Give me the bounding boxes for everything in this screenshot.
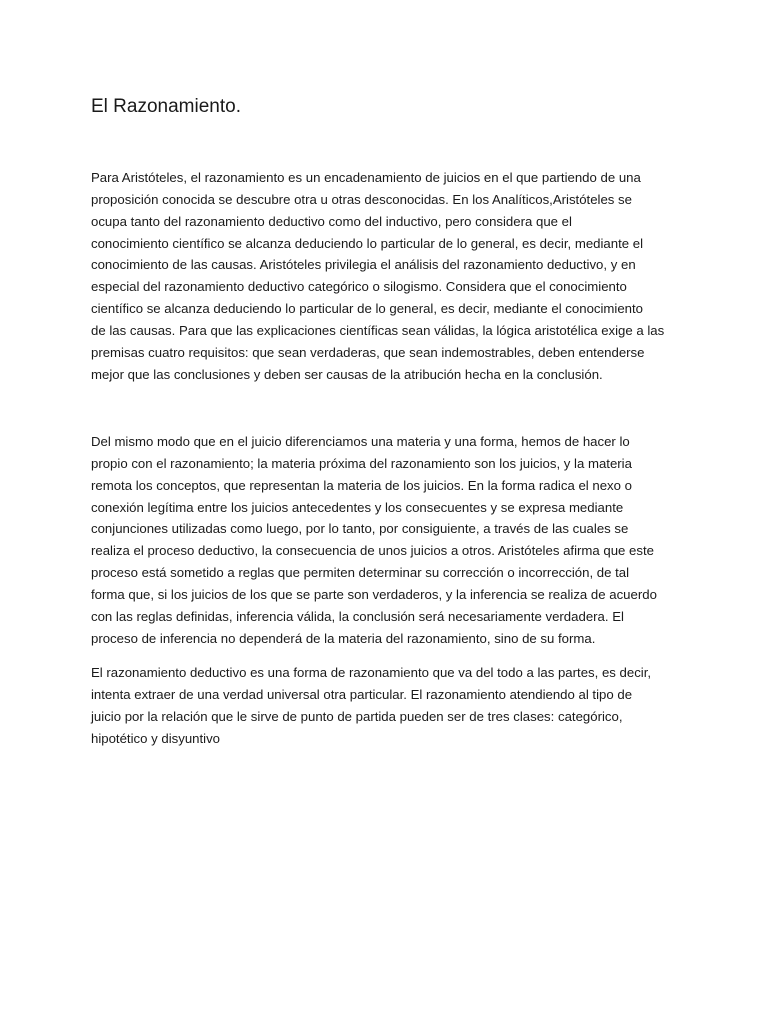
paragraph-line: hipotético y disyuntivo <box>91 730 221 746</box>
paragraph-line: ocupa tanto del razonamiento deductivo como del inductivo, pero considera que el <box>91 213 572 229</box>
paragraph-line: forma que, si los juicios de los que se parte son verdaderos, y la inferencia se realiza de acuerdo <box>91 586 657 602</box>
paragraph-line: conocimiento de las causas. Aristóteles privilegia el análisis del razonamiento deductivo, y en <box>91 257 636 273</box>
paragraph-line: proceso está sometido a reglas que permiten determinar su corrección o incorrección, de tal <box>91 565 630 581</box>
paragraph-line: de las causas. Para que las explicaciones científicas sean válidas, la lógica aristotélica exige a las <box>91 322 665 338</box>
paragraph-line: Para Aristóteles, el razonamiento es un encadenamiento de juicios en el que partiendo de una <box>91 170 641 185</box>
paragraph-line: remota los conceptos, que representan la materia de los juicios. En la forma radica el nexo o <box>91 477 632 493</box>
paragraph-line: propio con el razonamiento; la materia próxima del razonamiento son los juicios, y la materia <box>91 455 632 471</box>
paragraph-line: Del mismo modo que en el juicio diferenciamos una materia y una forma, hemos de hacer lo <box>91 434 630 449</box>
paragraph-line: El razonamiento deductivo es una forma de razonamiento que va del todo a las partes, es decir, <box>91 665 652 680</box>
paragraph-line: conjunciones utilizadas como luego, por lo tanto, por consiguiente, a través de las cuales se <box>91 521 629 537</box>
paragraph-line: intenta extraer de una verdad universal otra particular. El razonamiento atendiendo al tipo de <box>91 686 633 702</box>
document-title: El Razonamiento. <box>91 96 241 117</box>
paragraph-line: conexión legítima entre los juicios antecedentes y los consecuentes y se expresa mediante <box>91 499 624 515</box>
paragraph-line: especial del razonamiento deductivo categórico o silogismo. Considera que el conocimiento <box>91 279 627 295</box>
paragraph-line: juicio por la relación que le sirve de punto de partida pueden ser de tres clases: categórico, <box>91 708 623 724</box>
paragraph-1 <box>91 167 686 385</box>
paragraph-line: conocimiento científico se alcanza deduciendo lo particular de lo general, es decir, mediante el <box>91 235 644 251</box>
paragraph-line: mejor que las conclusiones y deben ser causas de la atribución hecha en la conclusión. <box>91 366 603 382</box>
paragraph-3 <box>91 662 686 749</box>
paragraph-line: proposición conocida se descubre otra u otras desconocidas. En los Analíticos,Aristóteles se <box>91 191 632 207</box>
paragraph-line: científico se alcanza deduciendo lo particular de lo general, es decir, mediante el conocimiento <box>91 301 644 317</box>
paragraph-line: proceso de inferencia no dependerá de la materia del razonamiento, sino de su forma. <box>91 630 596 646</box>
paragraph-line: con las reglas definidas, inferencia válida, la conclusión será necesariamente verdadera. El <box>91 608 624 624</box>
paragraph-2 <box>91 431 686 649</box>
paragraph-line: realiza el proceso deductivo, la consecuencia de unos juicios a otros. Aristóteles afirma que este <box>91 543 654 559</box>
paragraph-line: premisas cuatro requisitos: que sean verdaderas, que sean indemostrables, deben entenderse <box>91 344 645 360</box>
